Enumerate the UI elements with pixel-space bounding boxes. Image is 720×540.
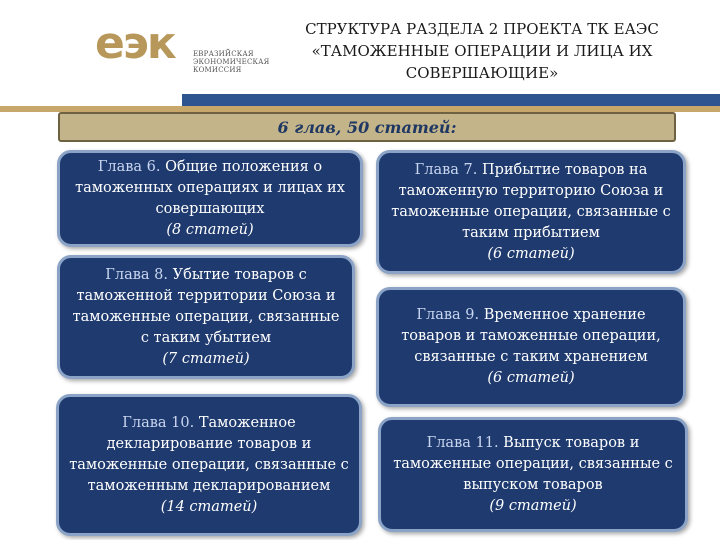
eek-logo — [95, 18, 275, 92]
summary-banner: 6 глав, 50 статей: — [58, 112, 676, 142]
chapter-11-card — [378, 417, 688, 532]
chapter-number: Глава 9. — [416, 307, 480, 323]
header-blue-bar — [182, 94, 720, 106]
chapter-10-heading — [67, 413, 351, 497]
chapter-article-count: (8 статей) — [166, 221, 254, 238]
chapter-number: Глава 6. — [97, 158, 161, 175]
chapter-article-count: (6 статей) — [487, 245, 575, 262]
chapter-article-count: (14 статей) — [160, 498, 258, 515]
chapter-6-card — [57, 150, 363, 247]
chapter-article-count: (6 статей) — [487, 370, 575, 386]
chapter-article-count: (7 статей) — [162, 350, 250, 367]
slide-title-line: СТРУКТУРА РАЗДЕЛА 2 ПРОЕКТА ТК ЕАЭС — [305, 20, 659, 38]
chapter-title: Прибытие товаров на таможенную территорию Союза и таможенные операции, связанные с таким прибытием — [391, 161, 671, 241]
chapter-title: Временное хранение товаров и таможенные операции, связанные с таким хранением — [401, 307, 661, 365]
logo-caption-line: ЕВРАЗИЙСКАЯ — [193, 50, 254, 58]
chapter-6-heading — [68, 157, 352, 220]
chapter-number: Глава 8. — [105, 266, 168, 283]
chapter-number: Глава 10. — [122, 414, 195, 431]
slide-title — [292, 18, 672, 84]
chapter-9-heading — [387, 305, 675, 368]
chapter-number: Глава 11. — [426, 434, 499, 451]
chapter-7-card — [376, 150, 686, 274]
chapter-number: Глава 7. — [414, 161, 478, 178]
chapter-8-card — [57, 255, 355, 379]
chapter-8-heading — [68, 265, 344, 349]
chapter-title: Убытие товаров с таможенной территории Союза и таможенные операции, связанные с таким убытием — [72, 266, 340, 346]
logo-caption-line: ЭКОНОМИЧЕСКАЯ — [193, 58, 270, 66]
slide-title-line: СОВЕРШАЮЩИЕ» — [405, 64, 559, 82]
chapter-article-count: (9 статей) — [489, 497, 577, 514]
chapter-title: Выпуск товаров и таможенные операции, связанные с выпуском товаров — [393, 434, 673, 493]
logo-mark: еэк — [95, 18, 175, 69]
chapter-11-heading — [389, 433, 677, 496]
chapter-7-heading — [387, 160, 675, 244]
logo-caption — [193, 50, 269, 74]
chapter-title: Общие положения о таможенных операциях и лицах их совершающих — [75, 158, 345, 217]
chapter-9-card — [376, 287, 686, 407]
chapter-10-card — [56, 394, 362, 536]
slide-title-line: «ТАМОЖЕННЫЕ ОПЕРАЦИИ И ЛИЦА ИХ — [311, 42, 653, 60]
logo-caption-line: КОМИССИЯ — [193, 66, 242, 74]
chapter-title: Таможенное декларирование товаров и таможенные операции, связанные с таможенным декларированием — [69, 414, 349, 494]
